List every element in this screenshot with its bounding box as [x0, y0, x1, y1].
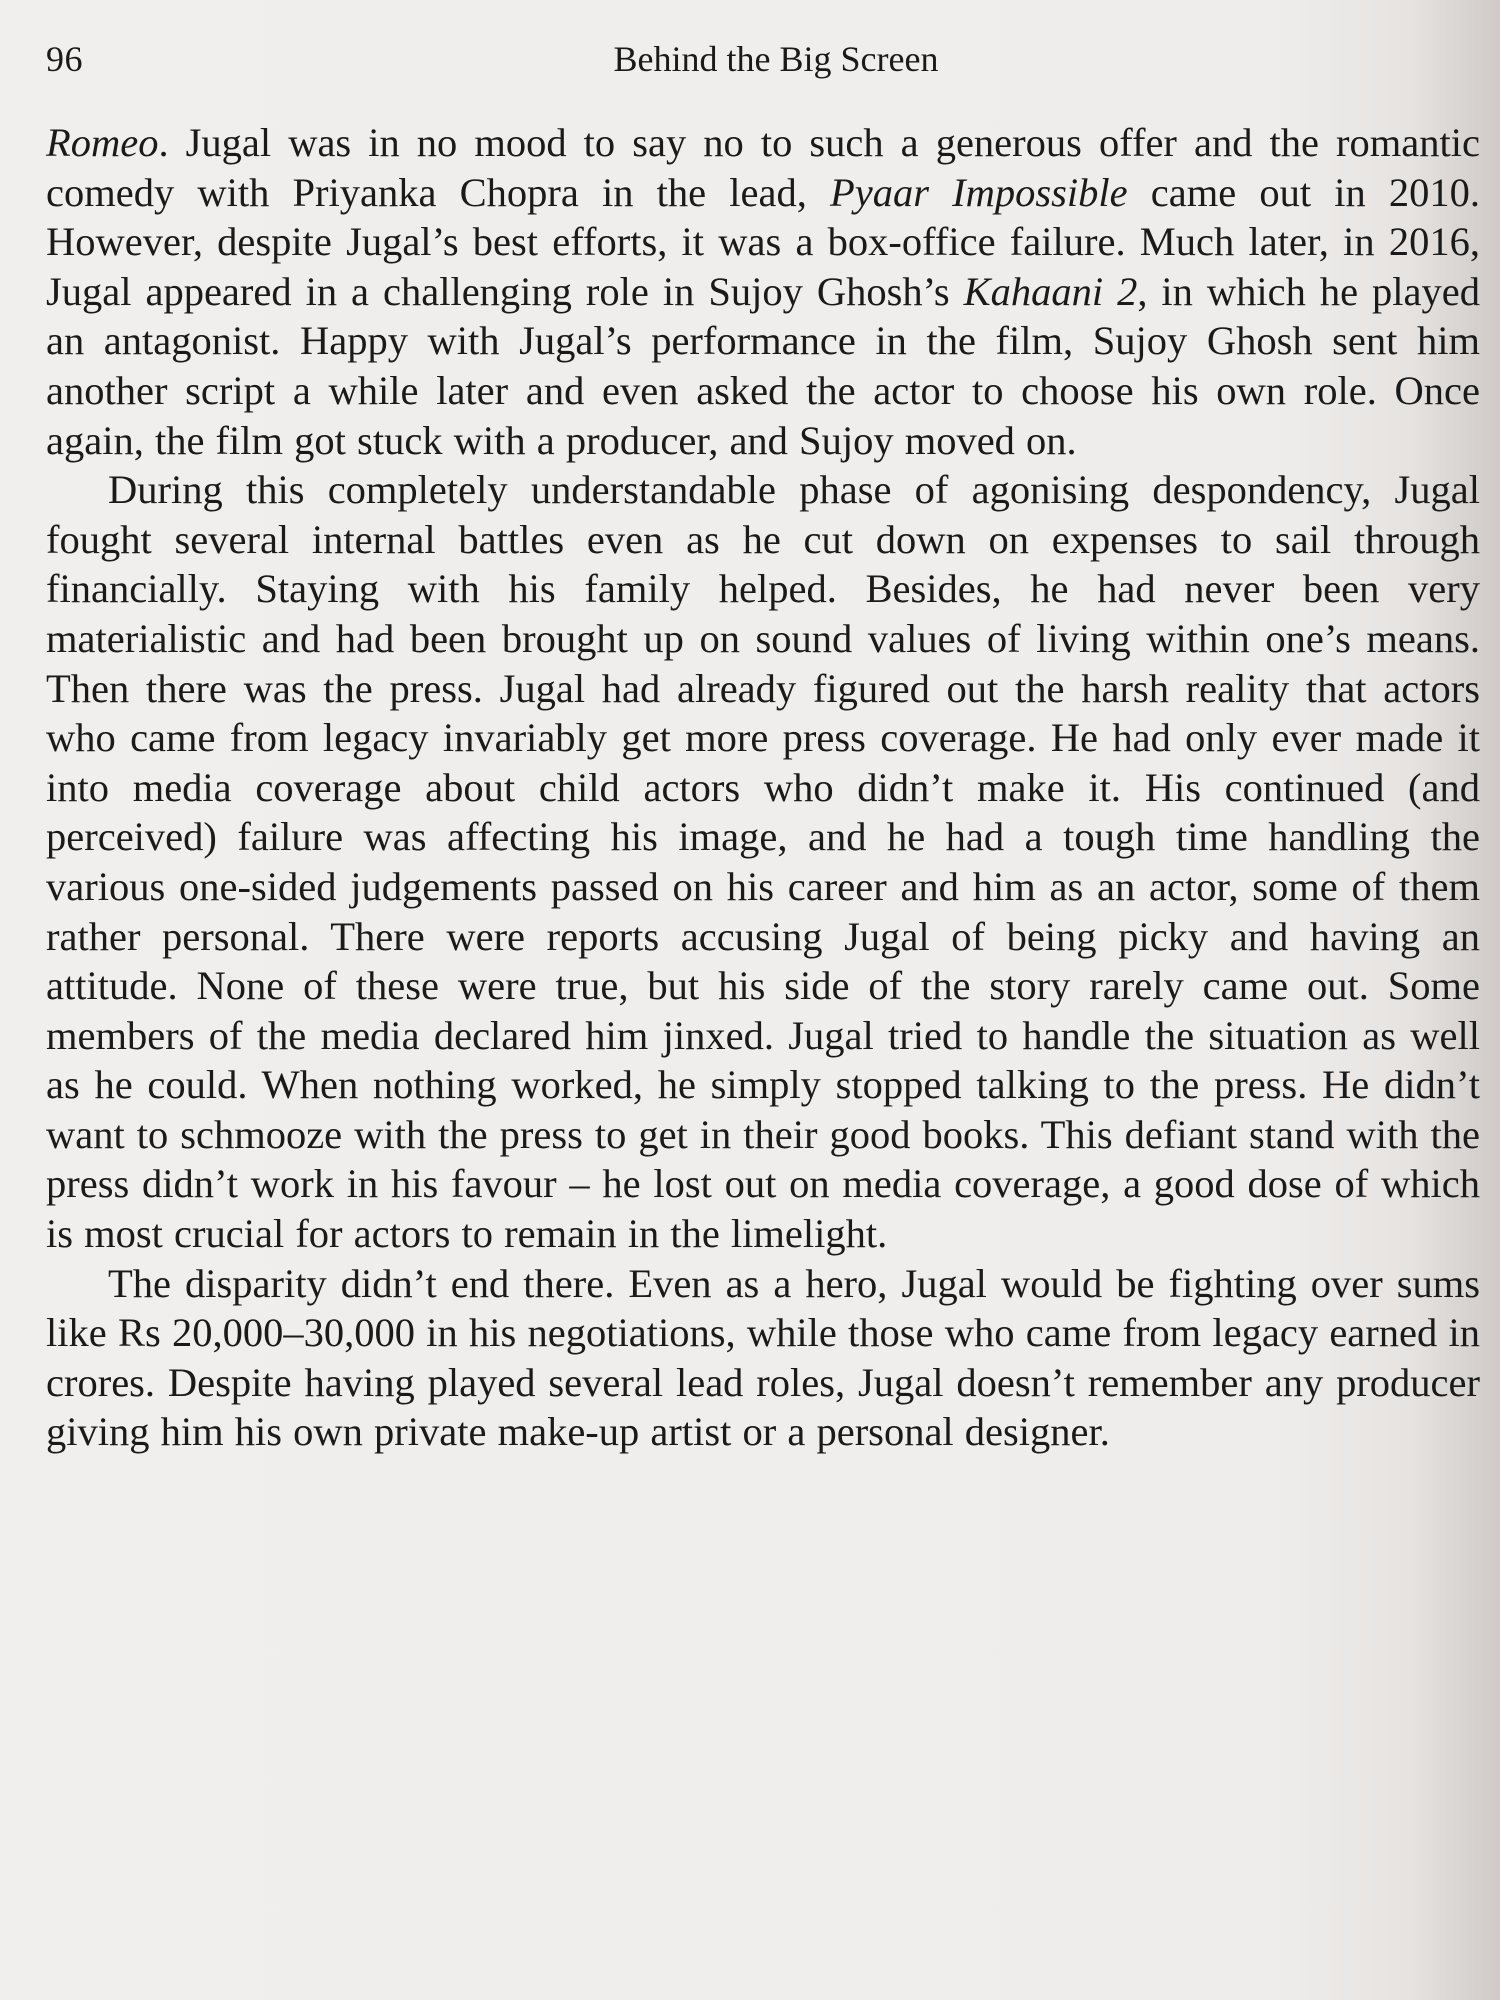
running-title: Behind the Big Screen	[613, 39, 939, 79]
film-title: Kahaani 2	[963, 268, 1138, 314]
text-segment: During this completely understandable phase of agonising despondency, Jugal fought several internal battles even as he cut down on expenses to sail through financially. Staying with his family helped. Besides, he had never been very materialistic and had been brought up on sound values of living within one’s means. Then there was the press. Jugal had already figured out the harsh reality that actors who came from legacy invariably get more press coverage. He had only ever made it into media coverage about child actors who didn’t make it. His continued (and perceived) failure was affecting his image, and he had a tough time handling the various one-sided judgements passed on his career and him as an actor, some of them rather personal. There were reports accusing Jugal of being picky and having an attitude. None of these were true, but his side of the story rarely came out. Some members of the media declared him jinxed. Jugal tried to handle the situation as well as he could. When nothing worked, he simply stopped talking to the press. He didn’t want to schmooze with the press to get in their good books. This defiant stand with the press didn’t work in his favour – he lost out on media coverage, a good dose of which is most crucial for actors to remain in the limelight.	[46, 467, 1480, 1257]
film-title: Pyaar Impossible	[829, 169, 1128, 215]
page-number: 96	[46, 39, 83, 79]
text-segment: , in which he played an antagonist. Happy with Jugal’s performance in the film, Sujoy Ghosh sent him another script a while later and even asked the actor to choose his own role. Once again, the film got stuck with a producer, and Sujoy moved on.	[46, 268, 1481, 463]
film-title: Romeo	[46, 120, 159, 165]
paragraph-1	[46, 118, 1480, 465]
text-segment: The disparity didn’t end there. Even as a hero, Jugal would be fighting over sums like Rs 20,000–30,000 in his negotiations, while those who came from legacy earned in crores. Despite having played several lead roles, Jugal doesn’t remember any producer giving him his own private make-up artist or a personal designer.	[46, 1260, 1480, 1455]
page-header	[46, 38, 1446, 88]
text-segment: came out in 2010. However, despite Jugal’s best efforts, it was a box-office failure. Much later, in 2016, Jugal appeared in a challenging role in Sujoy Ghosh’s	[46, 169, 1480, 314]
body-text	[46, 118, 1480, 1457]
paragraph-2	[46, 465, 1480, 1259]
text-segment: . Jugal was in no mood to say no to such a generous offer and the romantic comedy with Priyanka Chopra in the lead,	[46, 120, 1480, 215]
paragraph-3	[46, 1259, 1480, 1457]
